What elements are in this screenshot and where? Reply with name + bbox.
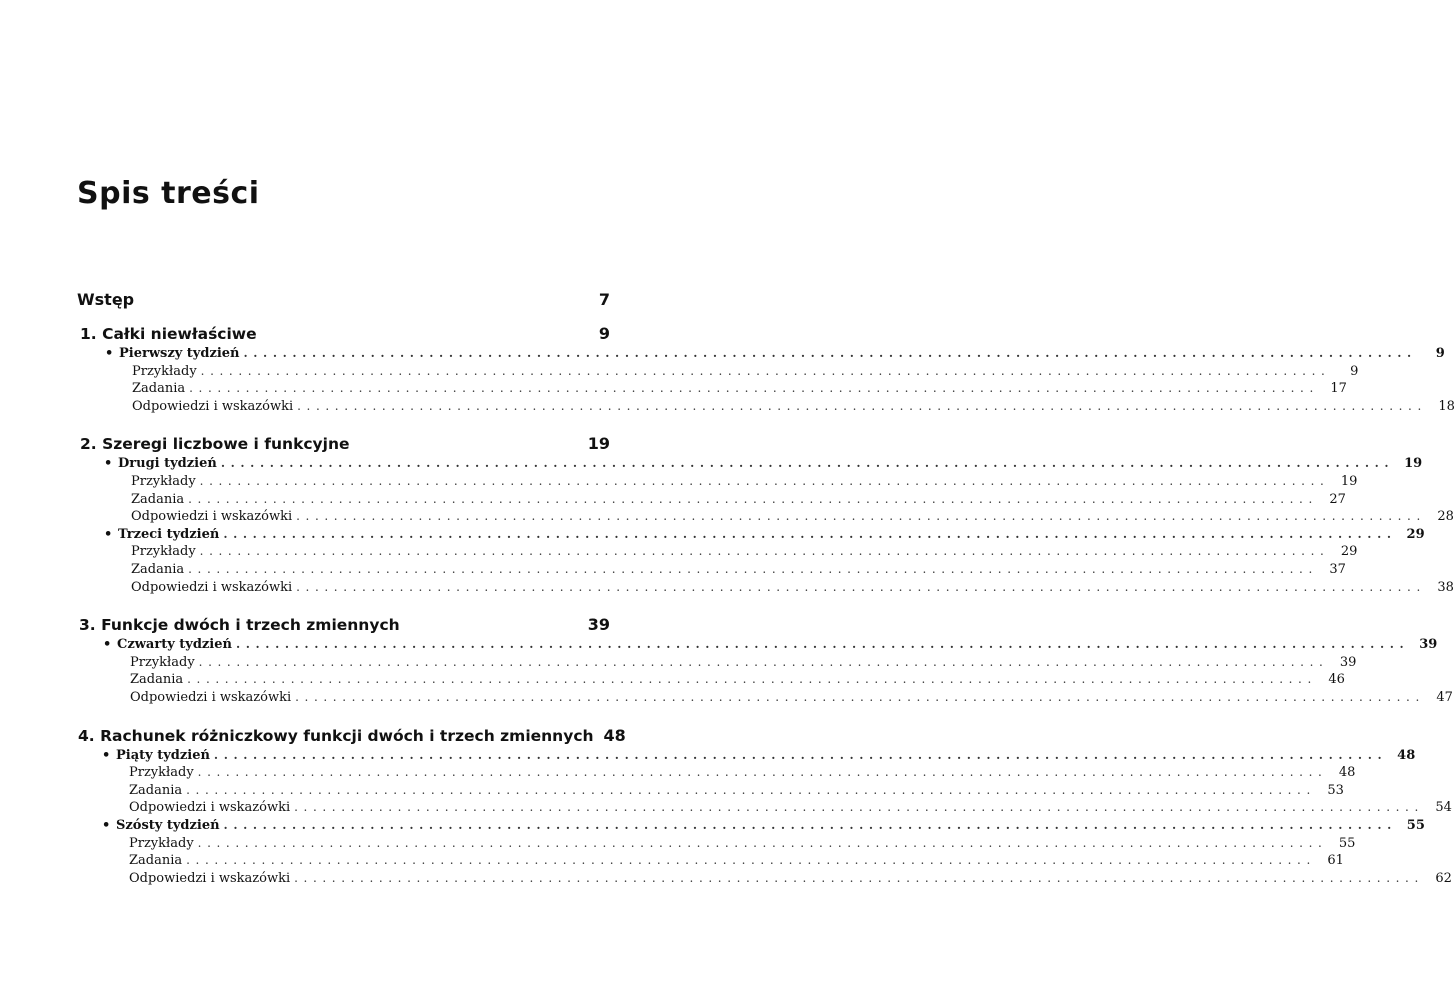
chapter-number: 2. [80, 435, 103, 454]
bullet-icon: • [105, 346, 114, 361]
toc-subsection[interactable] [129, 835, 1356, 854]
toc-entry-label: Zadania [132, 381, 186, 397]
toc-chapter[interactable] [80, 324, 610, 346]
toc-entry-label: Zadania [129, 853, 183, 869]
toc-subsection[interactable] [132, 381, 1347, 399]
toc-entry-label: Odpowiedzi i wskazówki [131, 509, 293, 525]
toc-entry-label: Przykłady [129, 765, 194, 781]
toc-entry-label: Odpowiedzi i wskazówki [129, 800, 291, 816]
dot-leader: ........................................................................................................................ [296, 579, 1426, 594]
dot-leader: ........................................................................................................................ [187, 672, 1317, 687]
toc-entry-page: 9 [1435, 346, 1445, 361]
dot-leader: ........................................................................................................................ [188, 491, 1318, 506]
toc-entry-page: 18 [1438, 398, 1455, 414]
dot-leader: ........................................................................................................................ [186, 782, 1316, 797]
toc-entry-page: 39 [587, 615, 610, 635]
toc-entry-label: Wstęp [77, 290, 135, 309]
toc-subsection[interactable] [129, 782, 1344, 801]
toc-entry-label: Przykłady [131, 544, 196, 560]
dot-leader: ........................................................................................................................ [295, 690, 1425, 704]
toc-entry-label: 4. Rachunek różniczkowy funkcji dwóch i trzech zmiennych [78, 726, 594, 745]
toc-entry-label: Przykłady [129, 835, 194, 851]
toc-entry-label: • Pierwszy tydzień [105, 346, 240, 361]
toc-subsection[interactable] [131, 491, 1346, 510]
toc-entry-label: • Piąty tydzień [102, 747, 210, 763]
bullet-icon: • [104, 526, 113, 542]
toc-entry-page: 48 [1397, 747, 1416, 763]
toc-chapter[interactable] [78, 725, 626, 748]
chapter-number: 4. [78, 726, 101, 745]
toc-entry-label: 2. Szeregi liczbowe i funkcyjne [80, 435, 350, 454]
toc-entry-page: 47 [1436, 690, 1453, 705]
dot-leader: ........................................................................................................................ [294, 800, 1424, 815]
toc-subsection[interactable] [132, 398, 1455, 417]
toc-week[interactable] [105, 346, 1445, 364]
toc-subsection[interactable] [132, 363, 1359, 382]
toc-week[interactable] [104, 526, 1425, 545]
toc-entry-label: Przykłady [130, 654, 195, 670]
toc-entry-page: 19 [1404, 456, 1423, 472]
toc-subsection[interactable] [131, 562, 1346, 580]
toc-entry-page: 55 [1406, 818, 1425, 833]
dot-leader: ........................................................................................................................ [213, 747, 1388, 762]
toc-entry-page: 39 [1339, 654, 1357, 670]
toc-entry-page: 19 [587, 434, 610, 454]
chapter-number: 3. [79, 616, 102, 635]
dot-leader: ........................................................................................................................ [243, 346, 1417, 360]
toc-subsection[interactable] [129, 800, 1452, 818]
toc-subsection[interactable] [130, 654, 1357, 673]
dot-leader: ........................................................................................................................ [186, 853, 1316, 868]
chapter-number: 1. [80, 325, 103, 343]
bullet-icon: • [103, 637, 112, 653]
toc-subsection[interactable] [131, 509, 1454, 527]
toc-entry-label: Przykłady [132, 363, 197, 379]
dot-leader: ........................................................................................................................ [199, 544, 1330, 559]
toc-entry-label: Zadania [131, 491, 185, 507]
toc-subsection[interactable] [129, 853, 1344, 871]
toc-entry-page: 55 [1338, 835, 1356, 851]
page-title: Spis treści [77, 176, 260, 211]
toc-entry-page: 53 [1327, 782, 1344, 798]
dot-leader: ........................................................................................................................ [294, 870, 1424, 885]
dot-leader: ........................................................................................................................ [296, 509, 1426, 524]
dot-leader: ........................................................................................................................ [197, 835, 1328, 850]
dot-leader: ........................................................................................................................ [188, 562, 1318, 576]
toc-week[interactable] [104, 456, 1423, 474]
toc-subsection[interactable] [131, 544, 1358, 562]
toc-entry-page: 48 [603, 725, 626, 745]
toc-entry-label: • Czwarty tydzień [103, 637, 232, 653]
toc-entry-label: Odpowiedzi i wskazówki [130, 690, 292, 705]
toc-entry-label: 3. Funkcje dwóch i trzech zmiennych [79, 616, 400, 635]
toc-subsection[interactable] [130, 672, 1345, 690]
toc-entry-page: 28 [1437, 509, 1454, 525]
toc-entry-page: 48 [1338, 765, 1356, 781]
toc-entry-label: Przykłady [131, 474, 196, 489]
toc-entry-page: 37 [1329, 562, 1346, 577]
toc-subsection[interactable] [130, 690, 1453, 708]
toc-entry-label: Zadania [129, 782, 183, 798]
dot-leader: ........................................................................................................................ [199, 474, 1330, 488]
toc-week[interactable] [102, 818, 1425, 836]
toc-entry-label: Zadania [131, 562, 185, 577]
toc-entry-page: 19 [1340, 474, 1358, 489]
toc-entry-page: 54 [1435, 800, 1452, 816]
dot-leader: ........................................................................................................................ [223, 818, 1397, 832]
toc-entry-label: • Trzeci tydzień [104, 526, 220, 542]
toc-entry-label: Odpowiedzi i wskazówki [129, 870, 291, 886]
toc-entry-page: 17 [1330, 381, 1347, 397]
toc-entry-page: 62 [1435, 870, 1452, 886]
toc-entry-page: 9 [598, 324, 610, 343]
toc-entry-label: Zadania [130, 672, 184, 688]
toc-entry-page: 38 [1437, 579, 1454, 595]
toc-entry-page: 7 [598, 290, 610, 309]
toc-subsection[interactable] [131, 474, 1358, 492]
toc-entry-label: Odpowiedzi i wskazówki [132, 398, 294, 414]
toc-entry-page: 29 [1340, 544, 1358, 560]
toc-subsection[interactable] [131, 579, 1454, 598]
bullet-icon: • [104, 456, 113, 472]
toc-subsection[interactable] [129, 870, 1452, 889]
toc-entry-label: 1. Całki niewłaściwe [80, 325, 257, 343]
bullet-icon: • [102, 818, 111, 833]
toc-entry-page: 27 [1329, 491, 1346, 507]
dot-leader: ........................................................................................................................ [197, 765, 1328, 780]
dot-leader: ........................................................................................................................ [223, 526, 1397, 541]
dot-leader: ........................................................................................................................ [189, 381, 1319, 396]
toc-entry-page: 29 [1406, 526, 1425, 542]
toc-week[interactable] [102, 747, 1416, 766]
toc-entry-label: Odpowiedzi i wskazówki [131, 579, 293, 595]
dot-leader: ........................................................................................................................ [198, 654, 1329, 669]
toc-entry-page: 39 [1419, 637, 1438, 653]
toc-entry-page: 46 [1328, 672, 1345, 688]
toc-entry-page: 61 [1327, 853, 1344, 869]
toc-subsection[interactable] [129, 765, 1356, 783]
dot-leader: ........................................................................................................................ [220, 456, 1395, 471]
bullet-icon: • [102, 747, 111, 763]
toc-chapter[interactable] [79, 615, 610, 637]
toc-entry-label: • Szósty tydzień [102, 818, 220, 833]
dot-leader: ........................................................................................................................ [200, 363, 1331, 378]
toc-entry-front[interactable] [77, 290, 610, 312]
toc-entry-page: 9 [1350, 363, 1359, 379]
toc-week[interactable] [103, 637, 1438, 655]
dot-leader: ........................................................................................................................ [297, 398, 1427, 413]
toc-chapter[interactable] [80, 434, 610, 456]
dot-leader: ........................................................................................................................ [235, 637, 1410, 652]
toc-entry-label: • Drugi tydzień [104, 456, 217, 472]
